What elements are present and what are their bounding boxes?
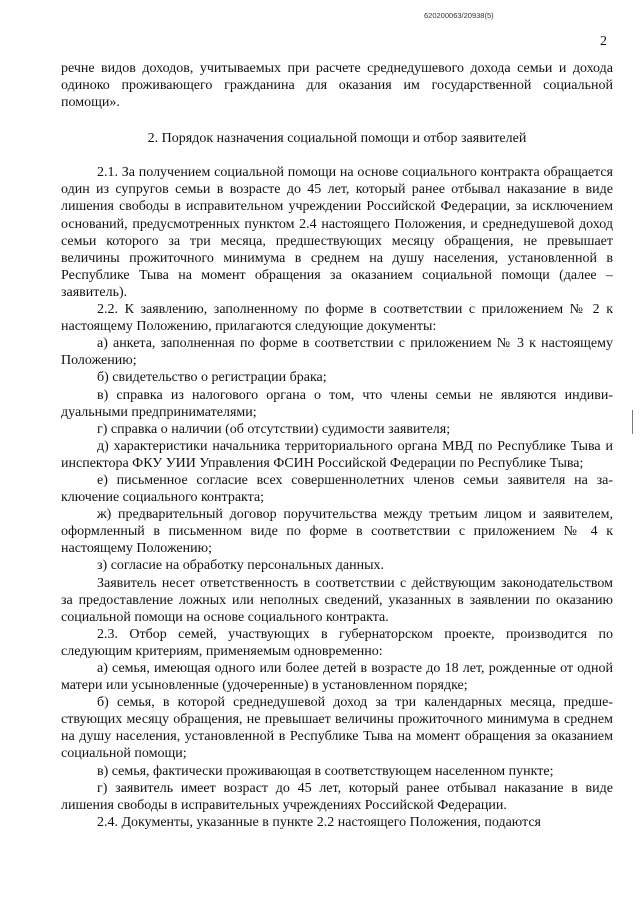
document-number: 620200063/20938(5) bbox=[424, 11, 494, 20]
paragraph-2-2: 2.2. К заявлению, заполненному по форме в соответствии с приложением № 2 к настоящему Положению, прилагаются следующие документы: bbox=[61, 302, 613, 335]
paragraph-2-4: 2.4. Документы, указанные в пункте 2.2 настоящего Положения, подаются bbox=[97, 814, 542, 830]
criterion-g: г) заявитель имеет возраст до 45 лет, который ранее отбывал наказание в виде лишения свободы в исправительных учреждениях Российской Федерации. bbox=[61, 780, 613, 813]
document-body bbox=[61, 60, 613, 831]
list-item-z: з) согласие на обработку персональных данных. bbox=[97, 558, 385, 574]
list-item-a: а) анкета, заполненная по форме в соответствии с приложением № 3 к настоящему Положению; bbox=[61, 336, 613, 369]
responsibility-paragraph: Заявитель несет ответственность в соответствии с действующим законодательством за предоставление ложных или неполных сведений, указанных в заявлении по оказанию социальной помощи на основе социального контракта. bbox=[61, 575, 613, 625]
list-item-zh: ж) предварительный договор поручительства между третьим лицом и заявителем, оформленный в письменном виде по форме в соответствии с приложением № 4 к настоящему Положению; bbox=[61, 507, 613, 557]
criterion-v: в) семья, фактически проживающая в соответствующем населенном пункте; bbox=[97, 763, 554, 779]
section-title: 2. Порядок назначения социальной помощи и отбор заявителей bbox=[147, 131, 527, 147]
paragraph-2-1: 2.1. За получением социальной помощи на основе социального контракта обращается один из супругов семьи в возрасте до 45 лет, который ранее отбывал наказание в виде лишения свободы в исправительном учреждении Российской Федерации, за исключением оснований, предусмотренных пунктом 2.4 настоящего Положения, и среднедушевой доход семьи которого за три месяца, предшествующих месяцу обращения, не превышает величины прожиточного минимума в среднем на душу населения, установленной в Республике Тыва на момент обращения за оказанием социальной помощи (далее – заявитель). bbox=[61, 165, 613, 300]
list-item-e: е) письменное согласие всех совершеннолетних членов семьи заявителя на заключение социального контракта; bbox=[61, 472, 613, 506]
criterion-b: б) семья, в которой среднедушевой доход за три календарных месяца, предшествующих месяцу обращения, не превышает величины прожиточного минимума в среднем на душу населения, установленной в Республике Тыва на момент обращения за оказанием социальной помощи; bbox=[61, 695, 613, 762]
list-item-g: г) справка о наличии (об отсутствии) судимости заявителя; bbox=[97, 421, 451, 437]
criterion-a: а) семья, имеющая одного или более детей в возрасте до 18 лет, рожденные от одной матери или усыновленные (удочеренные) в установленном порядке; bbox=[61, 661, 613, 694]
list-item-d: д) характеристики начальника территориального органа МВД по Республике Тыва и инспектора ФКУ УИИ Управления ФСИН Российской Федерации по Республике Тыва; bbox=[61, 438, 613, 471]
scan-margin-mark bbox=[632, 410, 636, 434]
paragraph-2-3: 2.3. Отбор семей, участвующих в губернаторском проекте, производится по следующим критериям, применяемым одновременно: bbox=[61, 626, 613, 659]
intro-paragraph: речне видов доходов, учитываемых при расчете среднедушевого дохода семьи и дохода одиноко проживающего гражданина для оказания им государственной социальной помощи». bbox=[61, 61, 613, 111]
list-item-v: в) справка из налогового органа о том, что члены семьи не являются индивидуальными предпринимателями; bbox=[61, 387, 613, 420]
page-number: 2 bbox=[600, 34, 607, 49]
list-item-b: б) свидетельство о регистрации брака; bbox=[97, 370, 327, 386]
